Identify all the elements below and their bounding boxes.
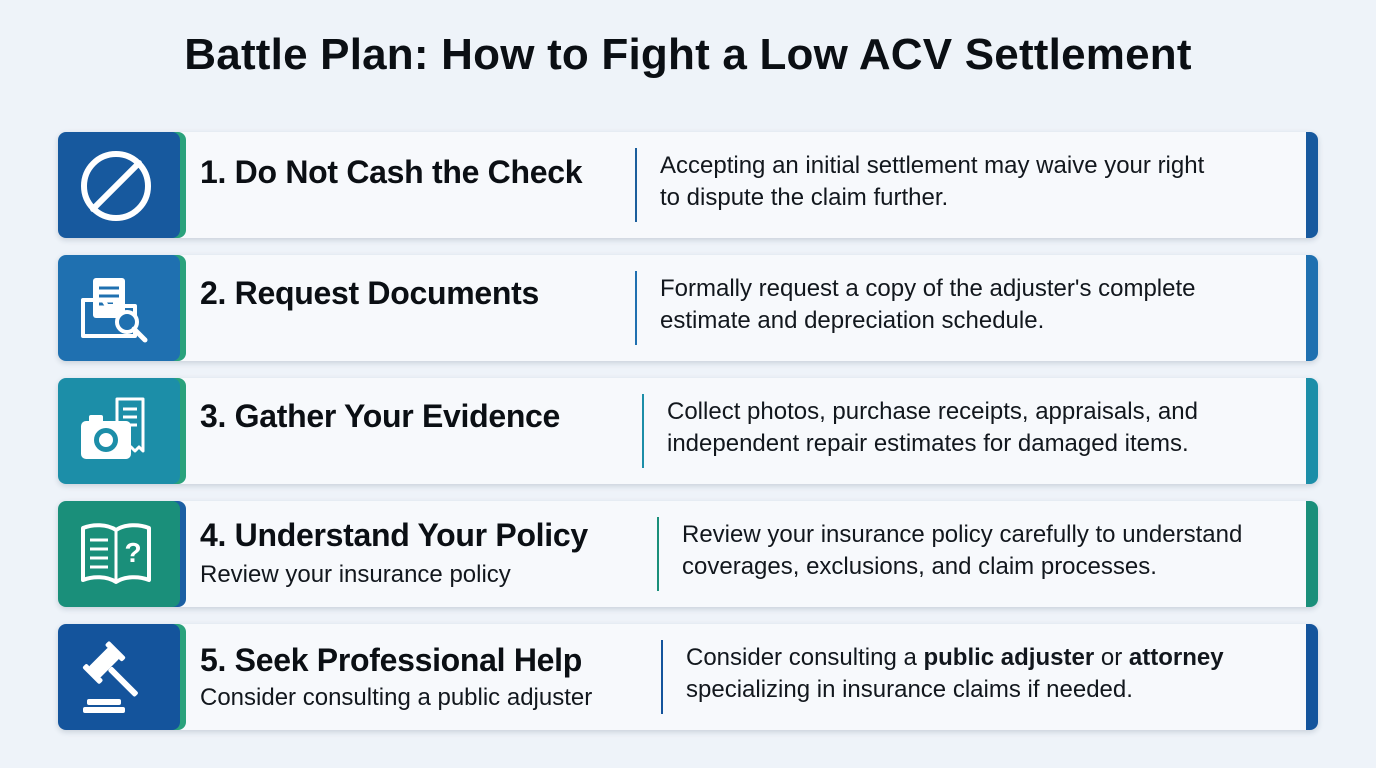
step-card-3 — [58, 378, 1318, 484]
steps-list — [58, 132, 1318, 730]
divider — [635, 148, 637, 222]
step-icon-box — [58, 501, 180, 607]
step-description — [686, 642, 1224, 706]
accent-bar — [1306, 501, 1318, 607]
step-description — [682, 519, 1242, 583]
public-adjuster-emphasis: public adjuster — [923, 644, 1095, 671]
description-line: estimate and depreciation schedule. — [660, 307, 1045, 334]
divider — [642, 394, 644, 468]
accent-bar — [1306, 624, 1318, 730]
gavel-icon — [77, 639, 155, 717]
accent-bar — [1306, 132, 1318, 238]
divider — [657, 517, 659, 591]
step-description — [667, 396, 1198, 460]
step-subtitle: Consider consulting a public adjuster — [200, 684, 593, 711]
step-card-1 — [58, 132, 1318, 238]
page-title: Battle Plan: How to Fight a Low ACV Settlement — [184, 30, 1192, 79]
accent-bar — [1306, 378, 1318, 484]
step-card-2 — [58, 255, 1318, 361]
book-question-icon — [77, 516, 155, 594]
description-line — [686, 642, 1224, 674]
description-line: Collect photos, purchase receipts, appraisals, and — [667, 398, 1198, 425]
accent-bar — [1306, 255, 1318, 361]
description-line: independent repair estimates for damaged items. — [667, 430, 1189, 457]
document-search-icon — [77, 270, 155, 348]
description-line: Accepting an initial settlement may waive your right — [660, 152, 1205, 179]
step-title: 5. Seek Professional Help — [200, 642, 583, 678]
prohibited-icon — [77, 147, 155, 225]
step-description — [660, 150, 1204, 214]
description-line: specializing in insurance claims if needed. — [686, 676, 1133, 703]
step-subtitle: Review your insurance policy — [200, 561, 511, 588]
description-line: coverages, exclusions, and claim processes. — [682, 553, 1157, 580]
step-title: 4. Understand Your Policy — [200, 517, 588, 553]
description-line: Review your insurance policy carefully to understand — [682, 521, 1243, 548]
step-title: 2. Request Documents — [200, 275, 539, 311]
description-line: to dispute the claim further. — [660, 184, 949, 211]
description-line: Formally request a copy of the adjuster's complete — [660, 275, 1196, 302]
step-icon-box — [58, 132, 180, 238]
divider — [635, 271, 637, 345]
step-card-4 — [58, 501, 1318, 607]
step-icon-box — [58, 624, 180, 730]
step-title: 3. Gather Your Evidence — [200, 398, 561, 434]
step-description — [660, 273, 1196, 337]
camera-receipt-icon — [77, 393, 155, 471]
svg-text:?: ? — [124, 537, 142, 568]
step-icon-box — [58, 378, 180, 484]
step-card-5 — [58, 624, 1318, 730]
divider — [661, 640, 663, 714]
description-text: Consider consulting a — [686, 644, 924, 671]
step-title: 1. Do Not Cash the Check — [200, 154, 583, 190]
description-text: or — [1094, 644, 1129, 671]
attorney-emphasis: attorney — [1128, 644, 1224, 671]
step-icon-box — [58, 255, 180, 361]
